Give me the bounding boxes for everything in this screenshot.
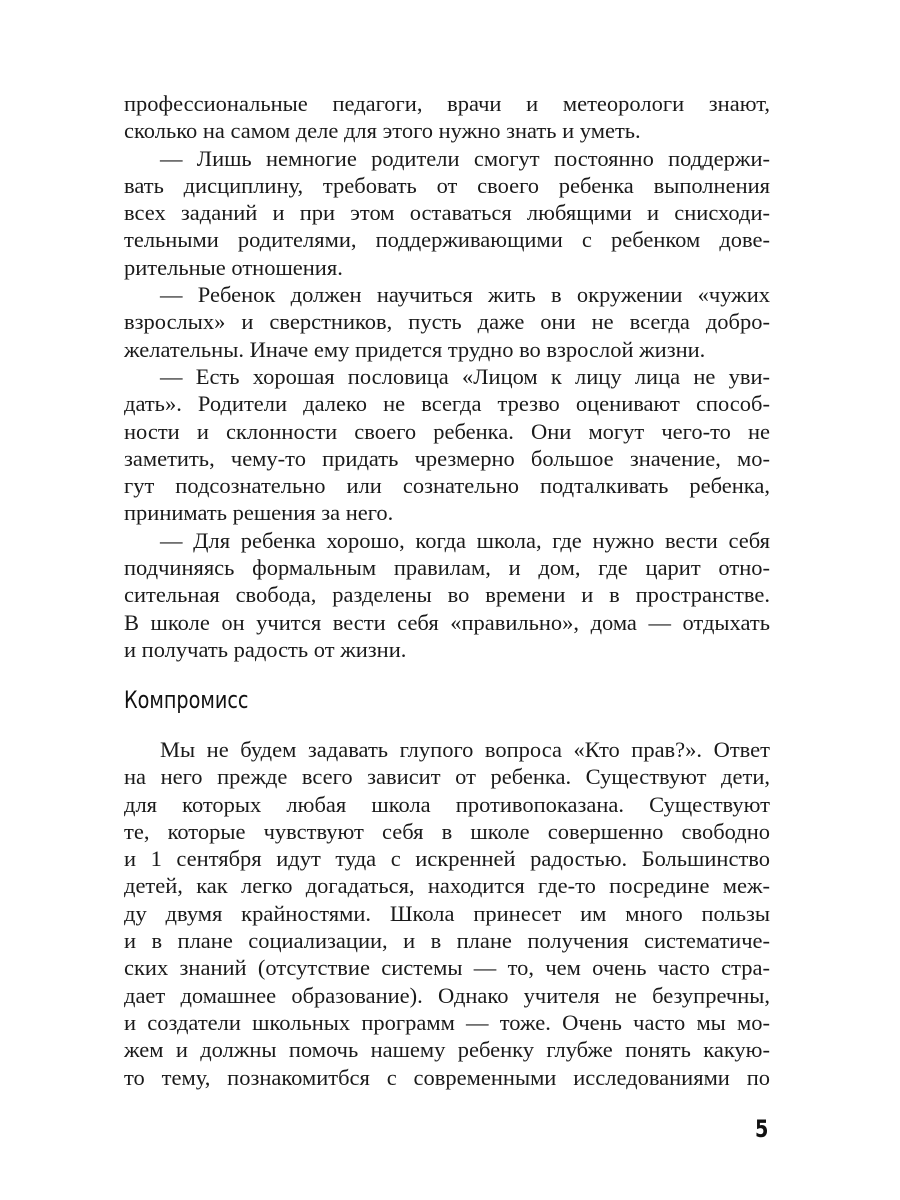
- text-line: на него прежде всего зависит от ребенка. Существуют дети,: [124, 764, 770, 790]
- text-line: сколько на самом деле для этого нужно знать и уметь.: [124, 118, 641, 144]
- text-line: Мы не будем задавать глупого вопроса «Кто прав?». Ответ: [160, 737, 770, 762]
- text-line: и 1 сентября идут туда с искренней радостью. Большинство: [124, 846, 770, 872]
- text-line: подчиняясь формальным правилам, и дом, где царит отно-: [124, 555, 770, 581]
- text-line: — Для ребенка хорошо, когда школа, где нужно вести себя: [160, 527, 770, 553]
- text-line: то тему, познакомитбся с современными исследованиями по: [124, 1064, 770, 1090]
- text-line: гут подсознательно или сознательно подталкивать ребенка,: [124, 473, 770, 499]
- text-line: те, которые чувствуют себя в школе совершенно свободно: [124, 818, 770, 844]
- text-line: вать дисциплину, требовать от своего ребенка выполнения: [124, 172, 770, 198]
- paragraph: [124, 363, 770, 527]
- text-line: тельными родителями, поддерживающими с ребенком дове-: [124, 227, 770, 253]
- text-line: и получать радость от жизни.: [124, 636, 407, 662]
- text-block-top: [124, 90, 770, 663]
- text-line: рительные отношения.: [124, 254, 343, 280]
- text-line: сительная свобода, разделены во времени и в пространстве.: [124, 582, 770, 608]
- paragraph: [124, 736, 770, 1091]
- text-line: взрослых» и сверстников, пусть даже они не всегда добро-: [124, 309, 770, 335]
- text-line: заметить, чему-то придать чрезмерно большое значение, мо-: [124, 445, 770, 471]
- text-line: для которых любая школа противопоказана. Существуют: [124, 791, 770, 817]
- text-line: дает домашнее образование). Однако учителя не безупречны,: [124, 982, 770, 1008]
- section-heading: Компромисс: [124, 686, 249, 714]
- text-line: и создатели школьных программ — тоже. Очень часто мы мо-: [124, 1009, 770, 1035]
- text-line: ду двумя крайностями. Школа принесет им много пользы: [124, 900, 770, 926]
- text-line: — Есть хорошая пословица «Лицом к лицу лица не уви-: [160, 363, 770, 389]
- text-line: дать». Родители далеко не всегда трезво оценивают способ-: [124, 391, 770, 417]
- text-line: и в плане социализации, и в плане получения систематиче-: [124, 928, 770, 954]
- text-line: ности и склонности своего ребенка. Они могут чего-то не: [124, 418, 770, 444]
- text-line: принимать решения за него.: [124, 500, 394, 526]
- text-line: В школе он учится вести себя «правильно», дома — отдыхать: [124, 609, 770, 635]
- text-line: жем и должны помочь нашему ребенку глубже понять какую-: [124, 1037, 770, 1063]
- text-block-bottom: [124, 736, 770, 1091]
- text-line: ских знаний (отсутствие системы — то, чем очень часто стра-: [124, 955, 770, 981]
- paragraph: [124, 527, 770, 663]
- paragraph: [124, 145, 770, 281]
- paragraph: [124, 90, 770, 145]
- paragraph: [124, 281, 770, 363]
- text-line: — Ребенок должен научиться жить в окружении «чужих: [160, 282, 770, 308]
- text-line: всех заданий и при этом оставаться любящими и снисходи-: [124, 200, 770, 226]
- text-line: детей, как легко догадаться, находится где-то посредине меж-: [124, 873, 770, 899]
- text-line: — Лишь немногие родители смогут постоянно поддержи-: [160, 145, 770, 171]
- text-line: профессиональные педагоги, врачи и метеорологи знают,: [124, 91, 770, 116]
- page-number: 5: [755, 1115, 769, 1143]
- text-line: желательны. Иначе ему придется трудно во взрослой жизни.: [124, 336, 706, 362]
